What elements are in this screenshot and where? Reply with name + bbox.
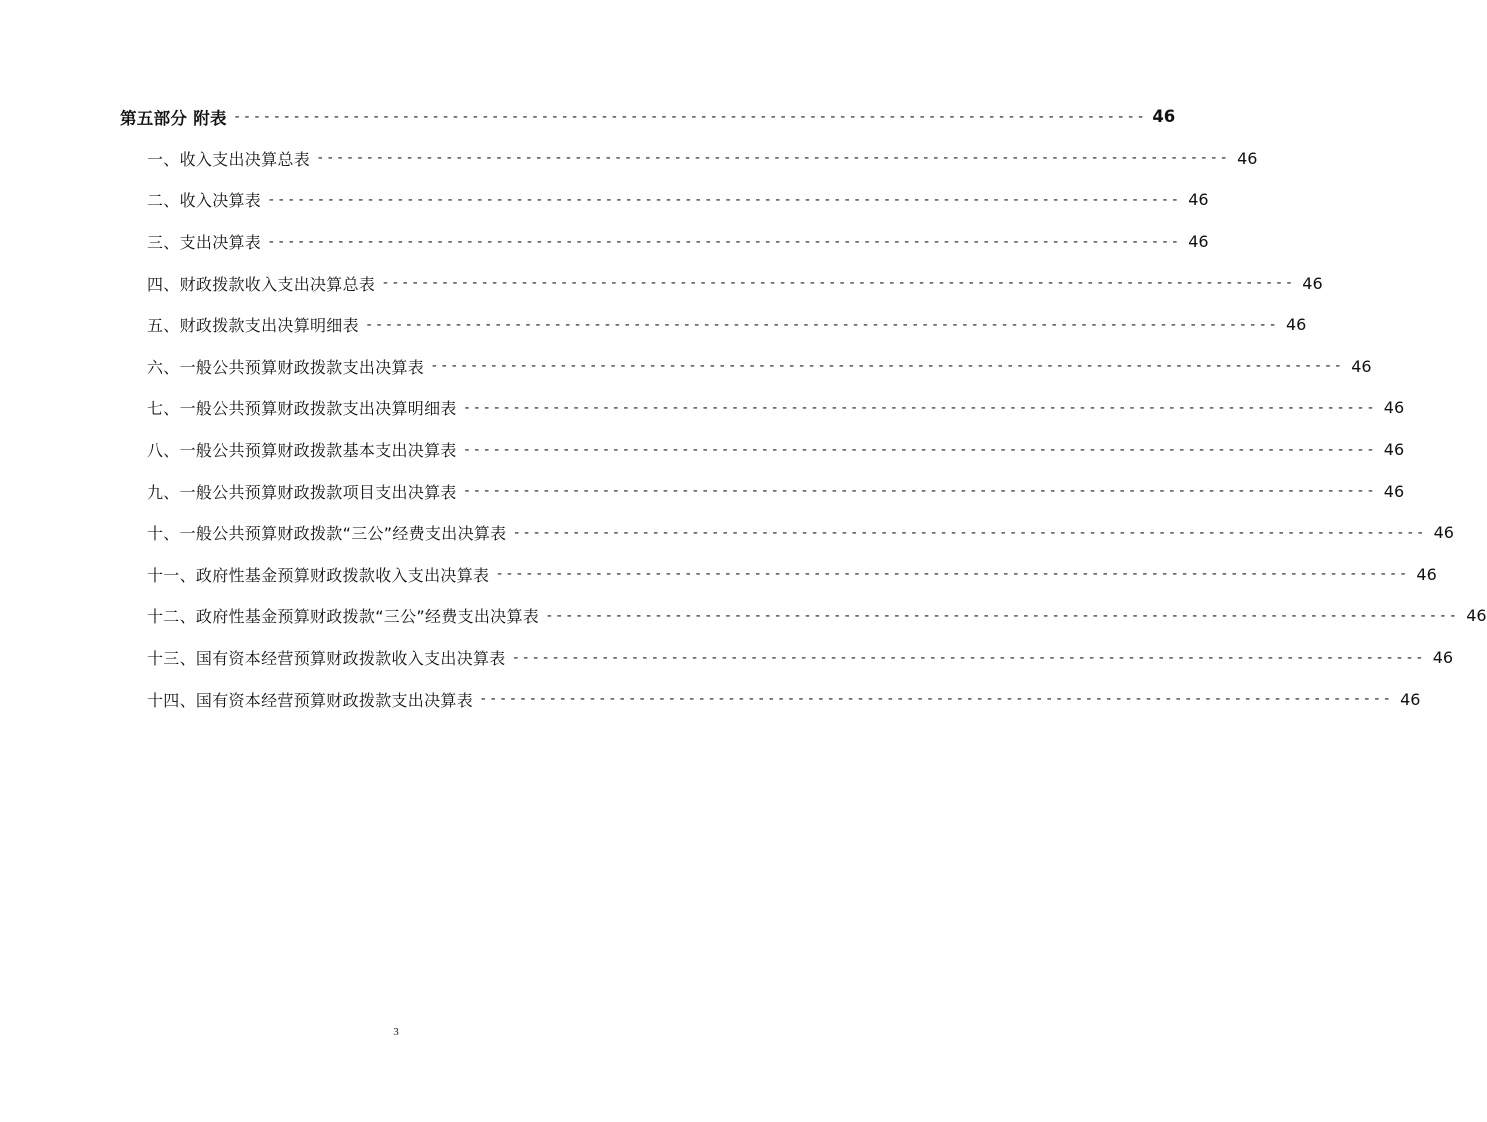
toc-entry[interactable]: [120, 678, 1421, 720]
toc-entry[interactable]: [120, 138, 1258, 180]
toc-entry[interactable]: [120, 637, 1454, 679]
toc-leader: --------------------------------------------------------------------------------------------: [511, 649, 1426, 666]
toc-leader: --------------------------------------------------------------------------------------------: [462, 399, 1377, 416]
toc-entry[interactable]: [120, 387, 1405, 429]
toc-entry-title: 十三、国有资本经营预算财政拨款收入支出决算表: [147, 649, 506, 669]
toc-leader: --------------------------------------------------------------------------------------------: [479, 691, 1393, 708]
toc-entry-title: 三、支出决算表: [147, 233, 262, 253]
toc-entry[interactable]: [120, 346, 1372, 388]
toc-leader: --------------------------------------------------------------------------------------------: [381, 275, 1295, 292]
toc-entry-title: 四、财政拨款收入支出决算总表: [147, 274, 376, 294]
page-number: 3: [393, 1026, 399, 1038]
toc-entry-page: 46: [1237, 148, 1258, 168]
toc-section-title: 第五部分 附表: [120, 108, 227, 128]
toc-entry-page: 46: [1433, 523, 1454, 543]
toc-entry-page: 46: [1383, 440, 1405, 460]
toc-entry-title: 九、一般公共预算财政拨款项目支出决算表: [147, 482, 457, 502]
toc-leader: --------------------------------------------------------------------------------------------: [430, 358, 1344, 375]
toc-leader: --------------------------------------------------------------------------------------------: [267, 233, 1181, 250]
toc-entry-title: 八、一般公共预算财政拨款基本支出决算表: [147, 441, 457, 461]
toc-entry-page: 46: [1286, 315, 1307, 335]
toc-leader: --------------------------------------------------------------------------------------------: [364, 316, 1279, 333]
toc-entry-title: 十二、政府性基金预算财政拨款“三公”经费支出决算表: [147, 607, 540, 627]
toc-leader: --------------------------------------------------------------------------------------------: [462, 441, 1377, 458]
toc-entry[interactable]: [120, 221, 1209, 263]
toc-entry[interactable]: [120, 429, 1405, 471]
toc-leader: --------------------------------------------------------------------------------------------: [512, 524, 1426, 541]
toc-entry-page: 46: [1188, 190, 1209, 210]
toc-leader: --------------------------------------------------------------------------------------------: [495, 566, 1409, 583]
toc-entry-title: 十、一般公共预算财政拨款“三公”经费支出决算表: [147, 524, 507, 544]
toc-entry[interactable]: [120, 262, 1323, 304]
toc-entry-page: 46: [1383, 481, 1405, 501]
toc-entry-page: 46: [1400, 689, 1421, 709]
toc-entry-title: 二、收入决算表: [147, 191, 262, 211]
toc-entry[interactable]: [120, 304, 1307, 346]
toc-entry-page: 46: [1351, 356, 1372, 376]
toc-entry[interactable]: [120, 554, 1437, 596]
toc-entry-page: 46: [1383, 398, 1405, 418]
toc-entry-title: 六、一般公共预算财政拨款支出决算表: [147, 357, 425, 377]
toc-entry-title: 十四、国有资本经营预算财政拨款支出决算表: [147, 690, 474, 710]
toc-section-row[interactable]: [120, 96, 1176, 138]
toc-entry-page: 46: [1432, 648, 1454, 668]
toc-section-page: 46: [1152, 107, 1176, 127]
table-of-contents: [120, 96, 1487, 720]
toc-entry-page: 46: [1466, 606, 1487, 626]
toc-leader: --------------------------------------------------------------------------------------------: [462, 483, 1377, 500]
toc-entry-title: 七、一般公共预算财政拨款支出决算明细表: [147, 399, 457, 419]
toc-entry-title: 五、财政拨款支出决算明细表: [147, 316, 359, 336]
toc-entry-title: 一、收入支出决算总表: [147, 149, 311, 169]
toc-entry[interactable]: [120, 179, 1209, 221]
toc-leader: --------------------------------------------------------------------------------------------: [316, 150, 1230, 167]
toc-leader: --------------------------------------------------------------------------------------------: [267, 191, 1181, 208]
toc-entry-page: 46: [1188, 232, 1209, 252]
toc-leader: --------------------------------------------------------------------------------------------: [232, 108, 1147, 125]
toc-entry-title: 十一、政府性基金预算财政拨款收入支出决算表: [147, 565, 490, 585]
toc-entry-page: 46: [1416, 564, 1437, 584]
toc-entry[interactable]: [120, 512, 1454, 554]
toc-leader: --------------------------------------------------------------------------------------------: [545, 607, 1459, 624]
toc-entry[interactable]: [120, 470, 1405, 512]
toc-entry[interactable]: [120, 595, 1487, 637]
toc-entry-page: 46: [1302, 273, 1323, 293]
